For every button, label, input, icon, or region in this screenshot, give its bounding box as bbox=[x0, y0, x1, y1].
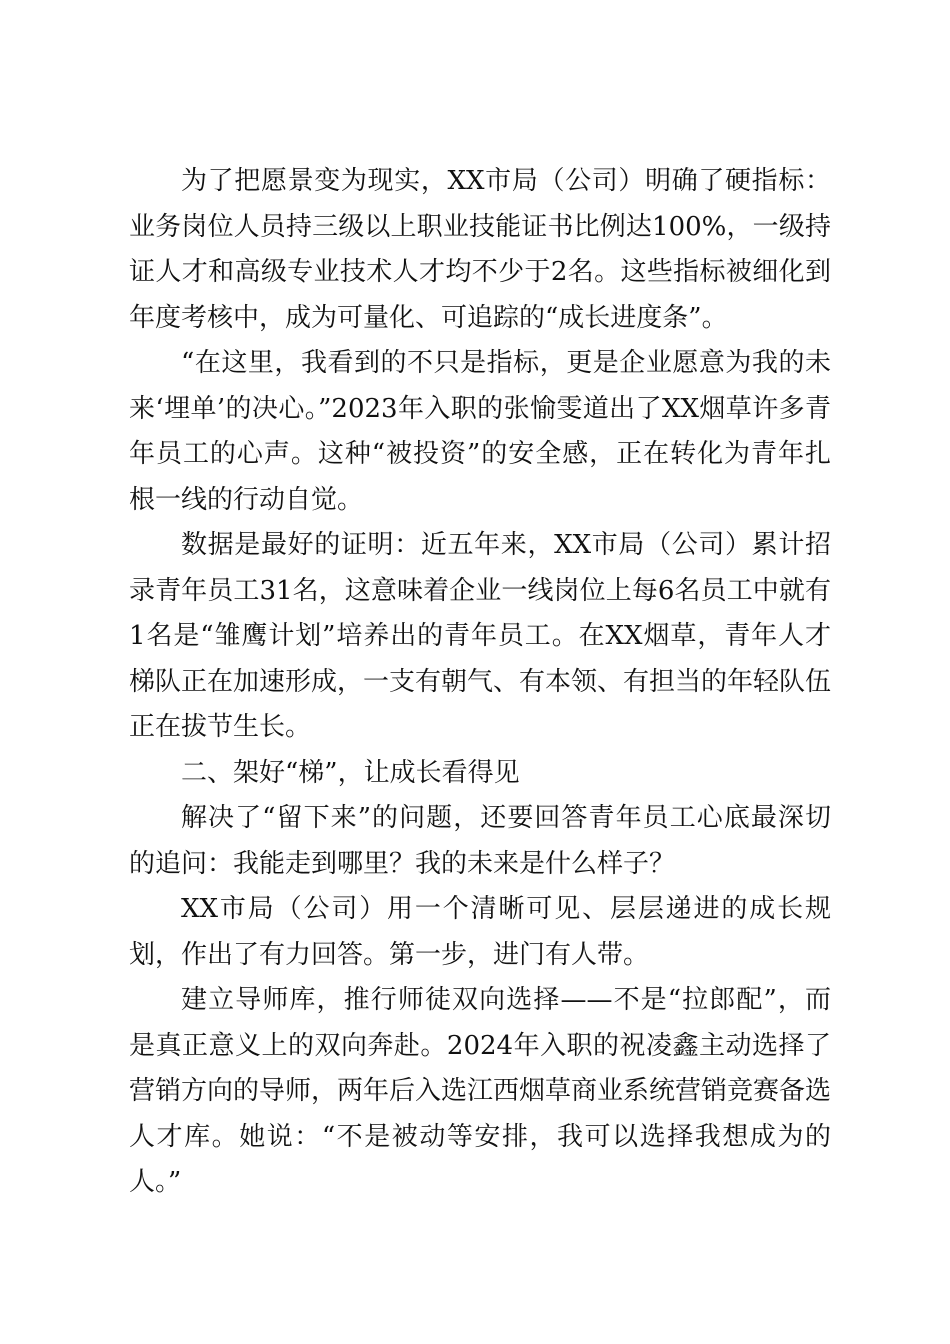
paragraph-3: 数据是最好的证明：近五年来，XX市局（公司）累计招录青年员工31名，这意味着企业一线岗位上每6名员工中就有1名是“雏鹰计划”培养出的青年员工。在XX烟草，青年人才梯队正在加速形成，一支有朝气、有本领、有担当的年轻队伍正在拔节生长。 bbox=[129, 530, 832, 742]
document-body bbox=[129, 159, 831, 1206]
paragraph-5: XX市局（公司）用一个清晰可见、层层递进的成长规划，作出了有力回答。第一步，进门有人带。 bbox=[129, 894, 831, 970]
paragraph-1: 为了把愿景变为现实，XX市局（公司）明确了硬指标：业务岗位人员持三级以上职业技能证书比例达100%，一级持证人才和高级专业技术人才均不少于2名。这些指标被细化到年度考核中，成为可量化、可追踪的“成长进度条”。 bbox=[129, 166, 831, 333]
paragraph-4: 解决了“留下来”的问题，还要回答青年员工心底最深切的追问：我能走到哪里？我的未来是什么样子？ bbox=[129, 803, 831, 879]
paragraph-6: 建立导师库，推行师徒双向选择——不是“拉郎配”，而是真正意义上的双向奔赴。2024年入职的祝凌鑫主动选择了营销方向的导师，两年后入选江西烟草商业系统营销竞赛备选人才库。她说：“不是被动等安排，我可以选择我想成为的人。” bbox=[129, 985, 832, 1197]
section-heading: 二、架好“梯”，让成长看得见 bbox=[181, 757, 520, 788]
paragraph-2: “在这里，我看到的不只是指标，更是企业愿意为我的未来‘埋单’的决心。”2023年入职的张愉雯道出了XX烟草许多青年员工的心声。这种“被投资”的安全感，正在转化为青年扎根一线的行动自觉。 bbox=[129, 348, 831, 515]
